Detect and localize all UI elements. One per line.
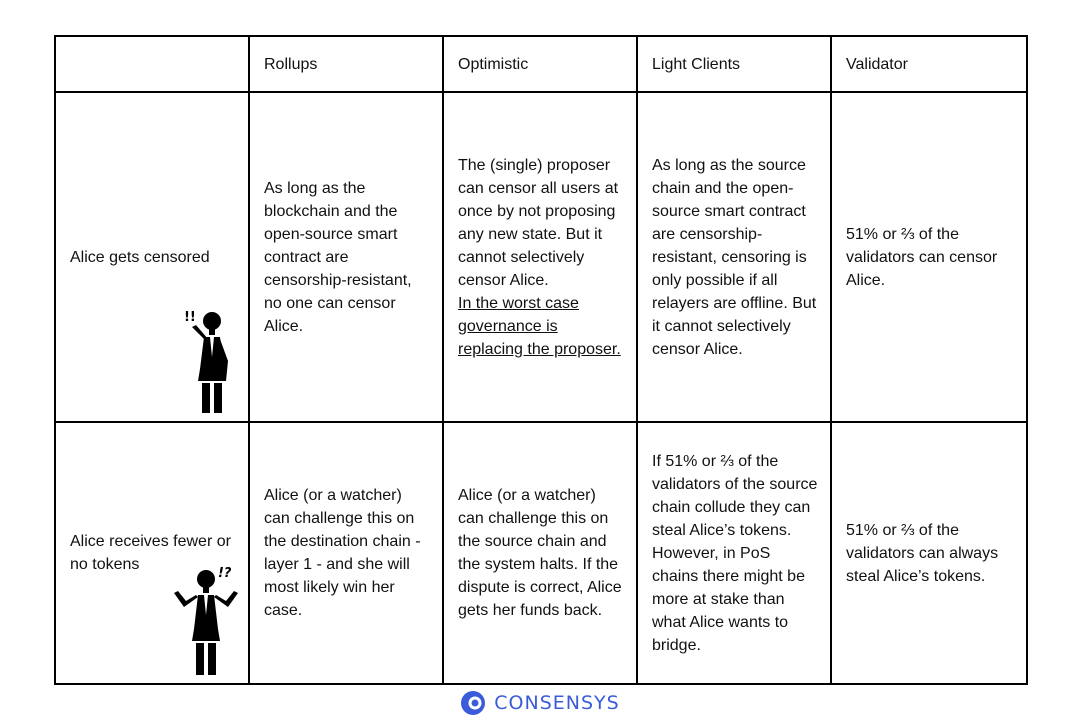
cell-validator: 51% or ⅔ of the validators can always steal Alice’s tokens. [831,422,1027,684]
row-header-fewer-tokens [55,422,249,684]
person-shrugging-icon [170,563,246,681]
header-row [55,36,1027,92]
cell-optimistic: Alice (or a watcher) can challenge this on the source chain and the system halts. If the dispute is correct, Alice gets her funds back. [443,422,637,684]
row-label: Alice receives fewer or no tokens [70,533,231,573]
header-validator: Validator [831,36,1027,92]
header-rollups: Rollups [249,36,443,92]
cell-optimistic-note: In the worst case governance is replacing the proposer. [458,294,621,358]
footer-logo [0,690,1080,716]
svg-text:!?: !? [218,566,232,581]
table-row [55,422,1027,684]
consensys-logo-icon [460,690,486,716]
row-label: Alice gets censored [70,248,210,266]
row-header-censored [55,92,249,422]
header-optimistic: Optimistic [443,36,637,92]
table-row [55,92,1027,422]
header-empty-cell [55,36,249,92]
cell-light-clients: If 51% or ⅔ of the validators of the source chain collude they can steal Alice’s tokens. However, in PoS chains there might be more at stake than what Alice wants to bridge. [637,422,831,684]
cell-light-clients: As long as the source chain and the open-source smart contract are censorship-resistant, censoring is only possible if all relayers are offline. But it cannot selectively censor Alice. [637,92,831,422]
header-light-clients: Light Clients [637,36,831,92]
comparison-table [54,35,1028,685]
svg-text:!!: !! [184,310,196,325]
cell-rollups: As long as the blockchain and the open-source smart contract are censorship-resistant, no one can censor Alice. [249,92,443,422]
cell-rollups: Alice (or a watcher) can challenge this on the destination chain - layer 1 - and she will most likely win her case. [249,422,443,684]
cell-validator: 51% or ⅔ of the validators can censor Alice. [831,92,1027,422]
cell-optimistic [443,92,637,422]
brand-name: CONSENSYS [494,692,620,714]
person-alarmed-icon [182,307,242,419]
cell-optimistic-text: The (single) proposer can censor all users at once by not proposing any new state. But it cannot selectively censor Alice. [458,156,619,289]
